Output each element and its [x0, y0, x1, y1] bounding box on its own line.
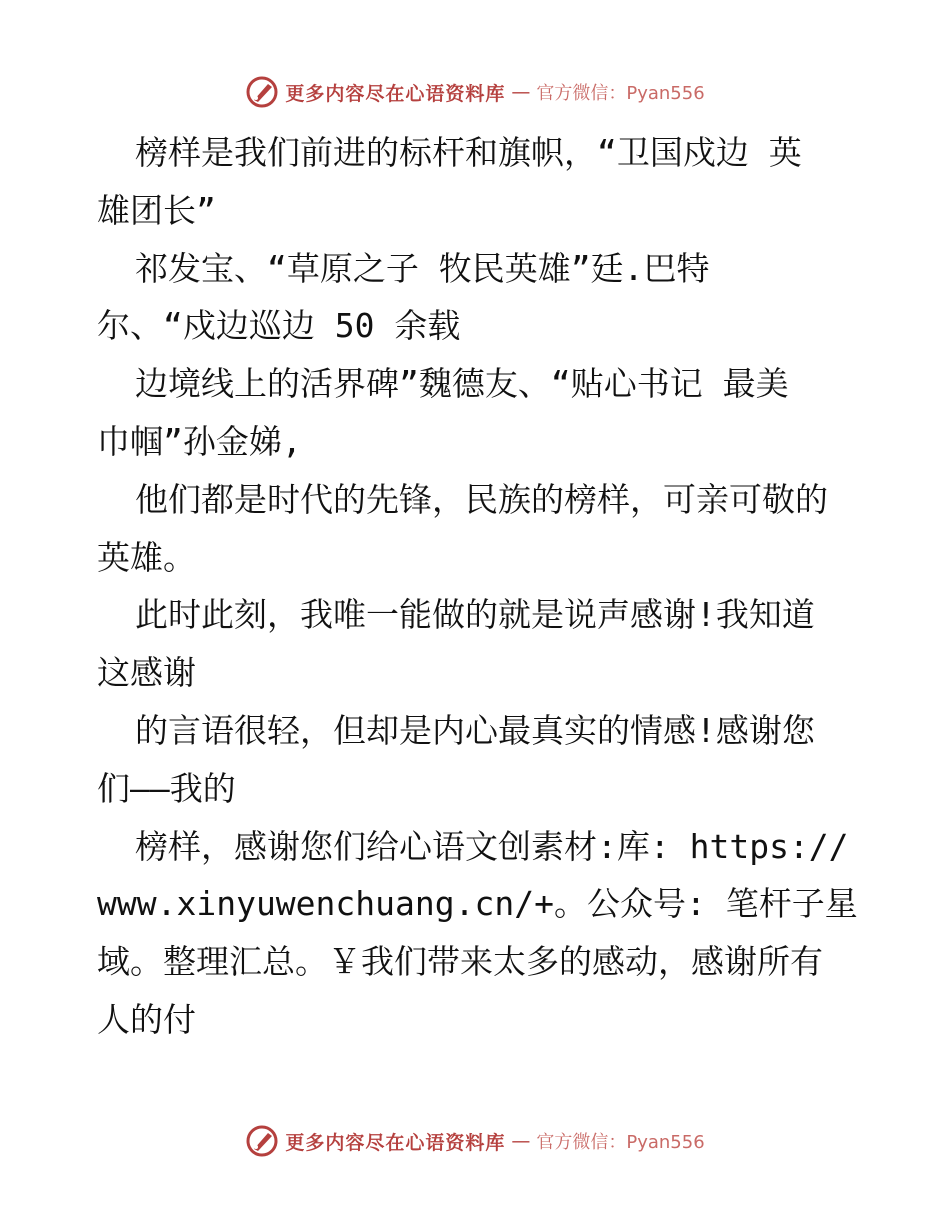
footer-dash: —	[511, 1130, 531, 1152]
text-line: 人的付	[97, 999, 196, 1039]
text-line: www.xinyuwenchuang.cn/+。公众号: 笔杆子星	[97, 884, 858, 924]
text-line: 巾帼”孙金娣,	[97, 421, 302, 461]
header-wechat: 官方微信：Pyan556	[536, 83, 705, 104]
text-line: 尔、“戍边巡边 50 余载	[97, 306, 461, 346]
text-line: 榜样是我们前进的标杆和旗帜，“卫国戍边 英	[135, 133, 802, 172]
footer-wechat: 官方微信：Pyan556	[536, 1132, 705, 1153]
text-line: 他们都是时代的先锋，民族的榜样，可亲可敬的	[135, 479, 828, 519]
text-line: 们——我的	[97, 768, 236, 808]
text-line: 此时此刻，我唯一能做的就是说声感谢!我知道	[135, 595, 815, 635]
header-dash: —	[511, 81, 531, 103]
text-line: 雄团长”	[97, 190, 216, 230]
text-line: 边境线上的活界碑”魏德友、“贴心书记 最美	[135, 364, 789, 404]
text-line: 这感谢	[97, 653, 196, 693]
text-line: 祁发宝、“草原之子 牧民英雄”廷.巴特	[135, 248, 710, 288]
footer-banner	[0, 1121, 950, 1161]
text-line: 域。整理汇总。￥我们带来太多的感动，感谢所有	[97, 942, 823, 982]
text-line: 榜样，感谢您们给心语文创素材:库: https://	[135, 826, 849, 866]
pen-logo-icon	[245, 75, 279, 109]
header-banner	[0, 72, 950, 112]
footer-site-name: 更多内容尽在心语资料库	[285, 1131, 506, 1154]
text-line: 英雄。	[97, 537, 196, 577]
body-text	[97, 124, 857, 1049]
header-site-name: 更多内容尽在心语资料库	[285, 82, 506, 105]
pen-logo-icon	[245, 1124, 279, 1158]
text-line: 的言语很轻，但却是内心最真实的情感!感谢您	[135, 710, 815, 750]
